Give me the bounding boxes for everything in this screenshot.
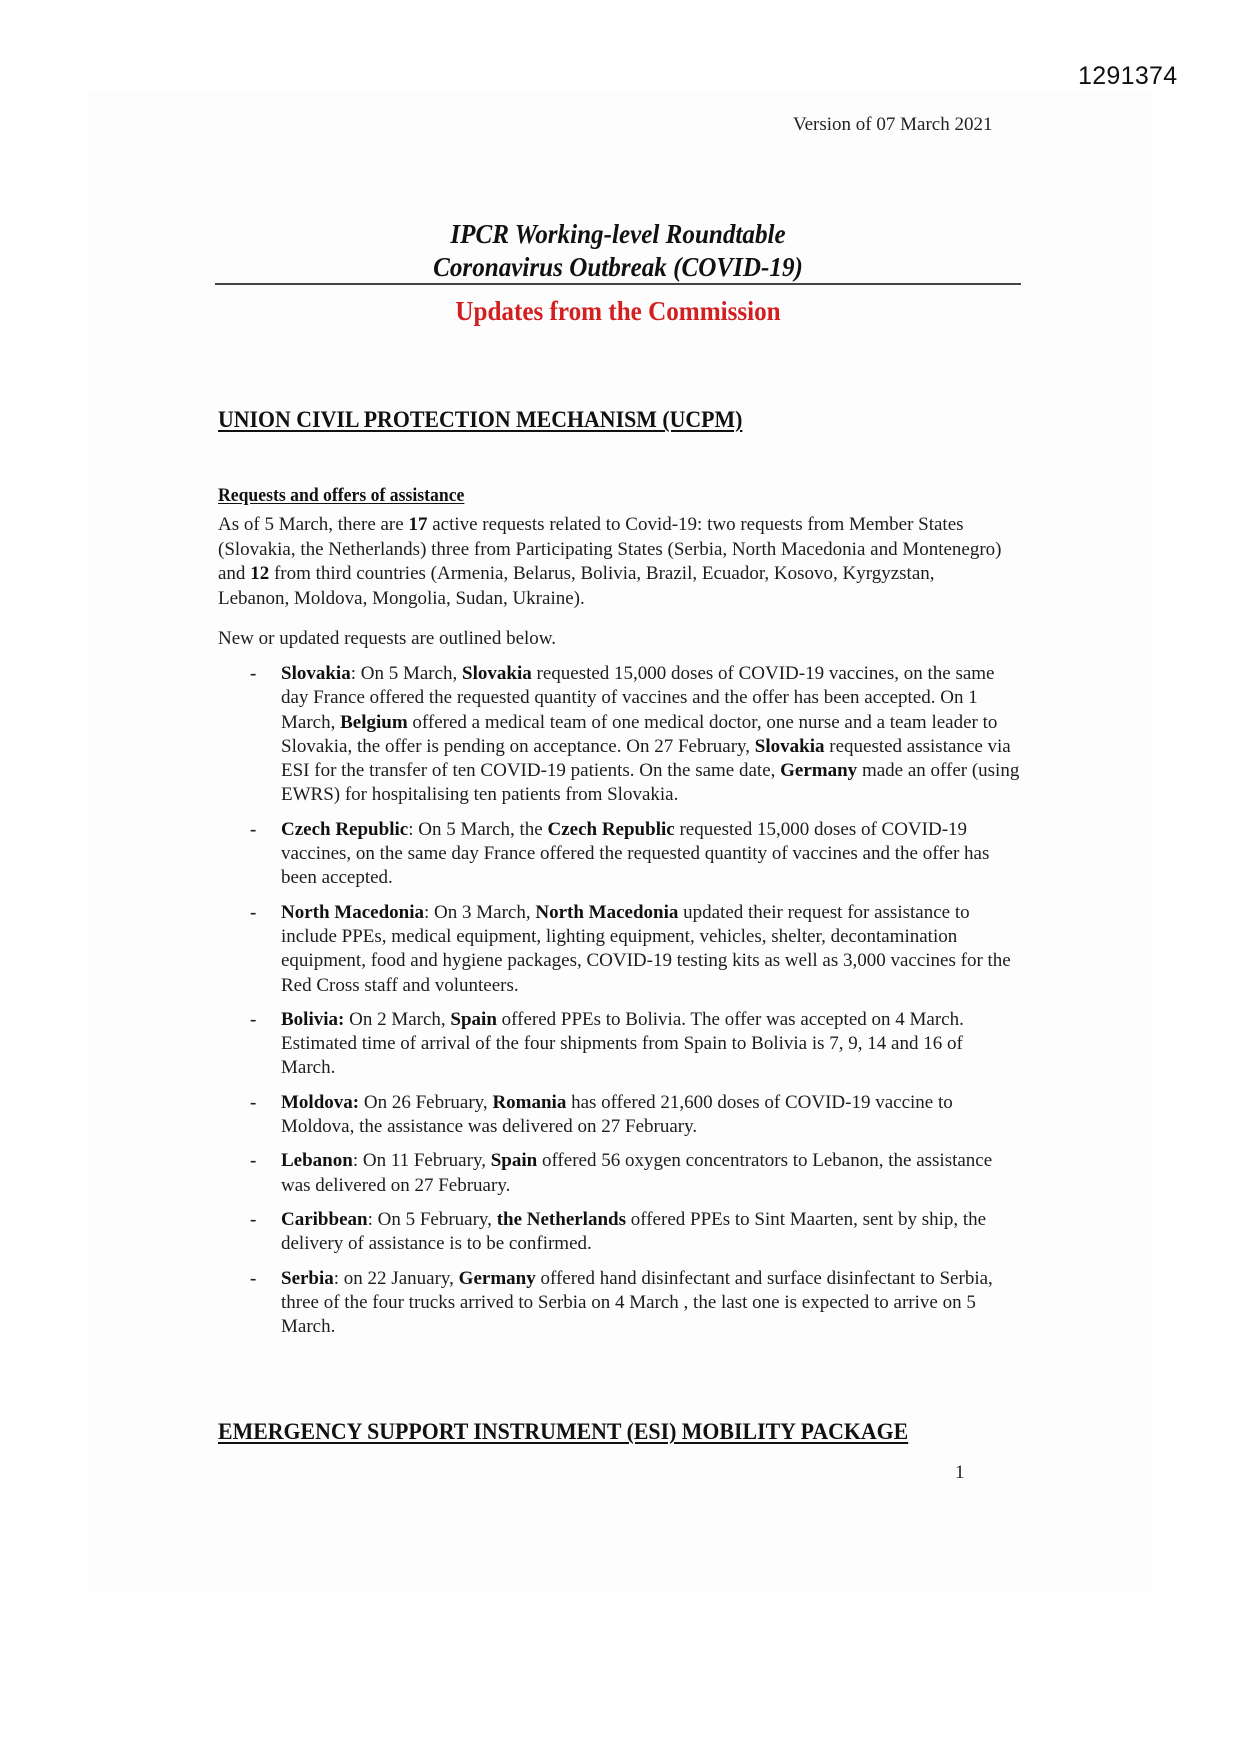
list-item — [250, 1008, 1020, 1081]
item-text: : on 22 January, — [333, 1267, 459, 1289]
item-entity: Germany — [458, 1267, 536, 1289]
item-entity: Slovakia — [754, 735, 825, 757]
intro-paragraph — [218, 513, 1008, 611]
list-item — [250, 1208, 1020, 1257]
item-text: On 2 March, — [344, 1008, 451, 1030]
requests-list — [250, 662, 1020, 1349]
list-bullet: - — [250, 1150, 257, 1172]
item-text: offered PPEs to Sint Maarten, sent by ship, the delivery of assistance is to be confirmed. — [281, 1208, 987, 1255]
item-entity: Belgium — [340, 711, 408, 733]
list-bullet: - — [250, 1091, 257, 1113]
list-bullet: - — [250, 818, 257, 840]
title-divider — [215, 283, 1021, 285]
item-country: Lebanon — [281, 1150, 353, 1172]
item-text: offered hand disinfectant and surface disinfectant to Serbia, three of the four trucks arrived to Serbia on 4 March , the last one is expected to arrive on 5 March. — [281, 1267, 993, 1338]
list-bullet: - — [250, 901, 257, 923]
list-item — [250, 901, 1020, 998]
item-country: Bolivia: — [281, 1008, 345, 1030]
section-heading-esi: EMERGENCY SUPPORT INSTRUMENT (ESI) MOBILITY PACKAGE — [218, 1419, 909, 1444]
item-entity: Spain — [450, 1008, 497, 1030]
item-text: requested 15,000 doses of COVID-19 vaccines, on the same day France offered the requested quantity of vaccines and the offer has been accepted. — [281, 818, 990, 889]
document-subtitle: Updates from the Commission — [455, 296, 781, 326]
list-item — [250, 662, 1020, 808]
item-text: : On 5 March, — [350, 663, 463, 684]
intro-text: from third countries (Armenia, Belarus, Bolivia, Brazil, Ecuador, Kosovo, Kyrgyzstan, Lebanon, Moldova, Mongolia, Sudan, Ukraine). — [218, 563, 935, 609]
item-text: : On 3 March, — [424, 901, 536, 923]
version-date: Version of 07 March 2021 — [793, 114, 993, 135]
list-bullet: - — [250, 1208, 257, 1230]
item-entity: the Netherlands — [496, 1208, 626, 1230]
list-item — [250, 1149, 1020, 1198]
item-entity: Czech Republic — [547, 818, 675, 840]
item-text: requested 15,000 doses of COVID-19 vaccines, on the same day France offered the requested quantity of vaccines and the offer has been accepted. On 1 March, — [281, 663, 995, 733]
item-country: Caribbean — [281, 1208, 368, 1230]
active-requests-count: 17 — [408, 514, 428, 535]
item-entity: North Macedonia — [535, 901, 679, 923]
list-bullet: - — [250, 1267, 257, 1289]
section-heading-ucpm: UNION CIVIL PROTECTION MECHANISM (UCPM) — [218, 407, 743, 432]
item-text: requested assistance via ESI for the transfer of ten COVID-19 patients. On the same date, — [281, 735, 1011, 782]
title-line-1: IPCR Working-level Roundtable — [450, 219, 786, 249]
document-title — [215, 218, 1021, 284]
intro-text: As of 5 March, there are — [218, 514, 409, 535]
item-text: offered a medical team of one medical doctor, one nurse and a team leader to Slovakia, the offer is pending on acceptance. On 27 February, — [281, 711, 998, 757]
item-country: Serbia — [281, 1267, 334, 1289]
document-id-stamp: 1291374 — [1078, 62, 1178, 90]
third-country-count: 12 — [250, 563, 270, 584]
item-text: made an offer (using EWRS) for hospitalising ten patients from Slovakia. — [281, 760, 1020, 806]
item-entity: Germany — [780, 760, 858, 782]
item-text: On 26 February, — [359, 1091, 493, 1113]
item-entity: Romania — [492, 1091, 567, 1113]
item-text: updated their request for assistance to include PPEs, medical equipment, lighting equipment, vehicles, shelter, decontamination equipment, food and hygiene packages, COVID-19 testing kits as well as 3,000 vaccines for the Red Cross staff and volunteers. — [281, 901, 1011, 996]
item-text: offered 56 oxygen concentrators to Lebanon, the assistance was delivered on 27 February. — [281, 1150, 993, 1196]
item-country: Moldova: — [281, 1091, 360, 1113]
item-country: Czech Republic — [281, 818, 409, 840]
item-text: has offered 21,600 doses of COVID-19 vaccine to Moldova, the assistance was delivered on 27 February. — [281, 1091, 953, 1138]
subheading-requests-offers: Requests and offers of assistance — [218, 485, 465, 506]
list-item — [250, 1267, 1020, 1340]
item-country: North Macedonia — [281, 901, 425, 923]
title-line-2: Coronavirus Outbreak (COVID-19) — [433, 252, 803, 282]
list-bullet: - — [250, 663, 257, 684]
list-item — [250, 1091, 1020, 1140]
item-text: : On 5 February, — [367, 1208, 497, 1230]
item-text: offered PPEs to Bolivia. The offer was accepted on 4 March. Estimated time of arrival of the four shipments from Spain to Bolivia is 7, 9, 14 and 16 of March. — [281, 1008, 964, 1079]
outline-note: New or updated requests are outlined below. — [218, 628, 557, 649]
item-text: : On 5 March, the — [408, 818, 548, 840]
item-text: : On 11 February, — [352, 1150, 491, 1172]
page-number: 1 — [955, 1462, 965, 1483]
item-country: Slovakia — [281, 663, 351, 684]
item-entity: Slovakia — [462, 663, 532, 684]
item-entity: Spain — [490, 1150, 538, 1172]
list-item — [250, 818, 1020, 891]
list-bullet: - — [250, 1008, 257, 1030]
intro-text: active requests related to Covid-19: two requests from Member States (Slovakia, the Netherlands) three from Participating States (Serbia, North Macedonia and Montenegro) and — [218, 514, 1002, 584]
